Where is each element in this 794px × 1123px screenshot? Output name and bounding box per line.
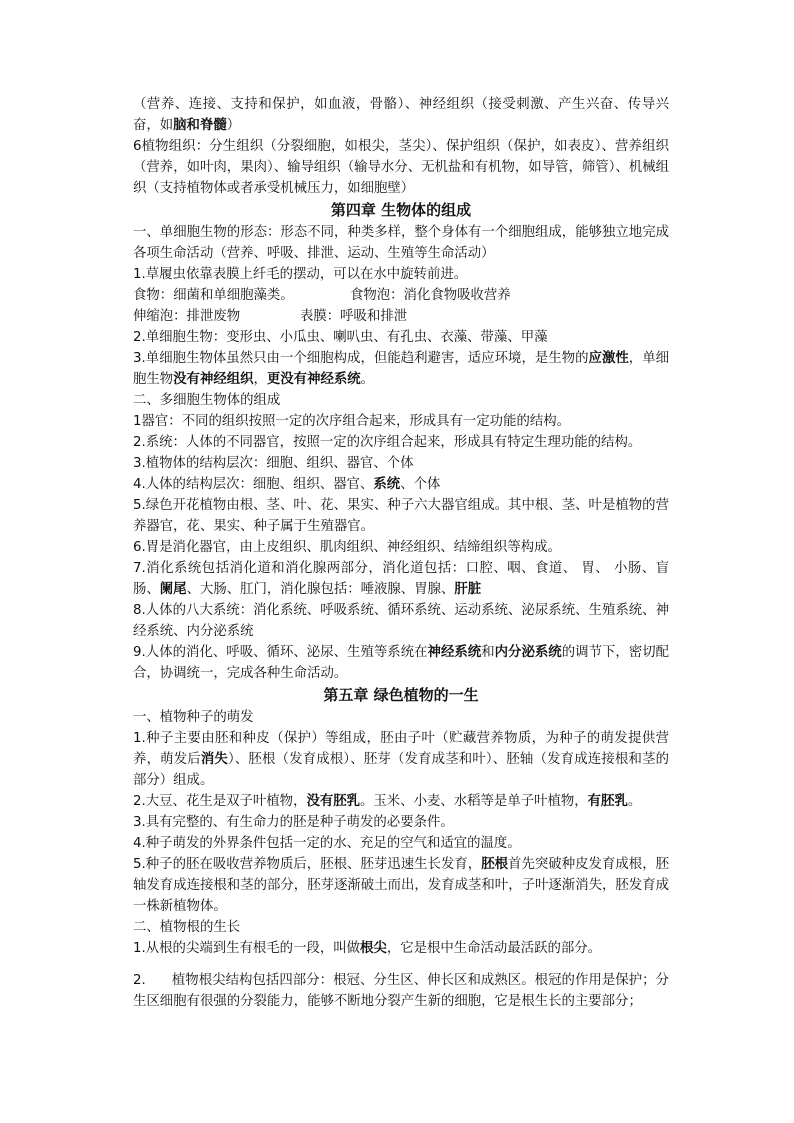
paragraph: 5.绿色开花植物由根、茎、叶、花、果实、种子六大器官组成。其中根、茎、叶是植物的营养器官，花、果实、种子属于生殖器官。	[133, 498, 669, 534]
section-heading: 一、单细胞生物的形态：形态不同，种类多样，整个身体有一个细胞组成，能够独立地完成各项生命活动（营养、呼吸、排泄、运动、生殖等生命活动）	[133, 225, 669, 261]
document-body	[133, 94, 669, 1012]
section-heading: 二、植物根的生长	[133, 920, 241, 935]
paragraph: 2. 植物根尖结构包括四部分：根冠、分生区、伸长区和成熟区。根冠的作用是保护；分生区细胞有很强的分裂能力，能够不断地分裂产生新的细胞，它是根生长的主要部分；	[133, 973, 669, 1009]
paragraph: 2.系统：人体的不同器官，按照一定的次序组合起来，形成具有特定生理功能的结构。	[133, 435, 642, 450]
paragraph: 伸缩泡：排泄废物 表膜：呼吸和排泄	[133, 309, 408, 324]
chapter-title: 第四章 生物体的组成	[330, 201, 472, 219]
paragraph: 4.人体的结构层次：细胞、组织、器官、系统、个体	[133, 477, 441, 492]
paragraph: 7.消化系统包括消化道和消化腺两部分，消化道包括：口腔、咽、食道、 胃、 小肠、盲肠、阑尾、大肠、肛门，消化腺包括：唾液腺、胃腺、肝脏	[133, 561, 669, 597]
paragraph: 3.具有完整的、有生命力的胚是种子萌发的必要条件。	[133, 815, 454, 830]
paragraph: 2.单细胞生物：变形虫、小瓜虫、喇叭虫、有孔虫、衣藻、带藻、甲藻	[133, 330, 548, 345]
paragraph: 1.草履虫依靠表膜上纤毛的摆动，可以在水中旋转前进。	[133, 267, 468, 282]
paragraph: 2.大豆、花生是双子叶植物，没有胚乳。玉米、小麦、水稻等是单子叶植物，有胚乳。	[133, 794, 642, 809]
spacer	[133, 959, 669, 970]
paragraph: 5.种子的胚在吸收营养物质后，胚根、胚芽迅速生长发育，胚根首先突破种皮发育成根，胚轴发育成连接根和茎的部分，胚芽逐渐破土而出，发育成茎和叶，子叶逐渐消失，胚发育成一株新植物体。	[133, 857, 670, 914]
paragraph: 9.人体的消化、呼吸、循环、泌尿、生殖等系统在神经系统和内分泌系统的调节下，密切配合，协调统一，完成各种生命活动。	[133, 645, 670, 681]
paragraph: 食物：细菌和单细胞藻类。 食物泡：消化食物吸收营养	[133, 288, 511, 303]
paragraph: 1.从根的尖端到生有根毛的一段，叫做根尖，它是根中生命活动最活跃的部分。	[133, 941, 602, 956]
paragraph: （营养、连接、支持和保护，如血液，骨骼）、神经组织（接受刺激、产生兴奋、传导兴奋，如脑和脊髓）	[133, 97, 669, 133]
paragraph: 6植物组织：分生组织（分裂细胞，如根尖，茎尖）、保护组织（保护，如表皮）、营养组织（营养，如叶肉，果肉）、输导组织（输导水分、无机盐和有机物，如导管，筛管）、机械组织（支持植物体或者承受机械压力，如细胞壁）	[133, 139, 669, 196]
paragraph: 6.胃是消化器官，由上皮组织、肌肉组织、神经组织、结缔组织等构成。	[133, 540, 561, 555]
chapter-title: 第五章 绿色植物的一生	[323, 686, 479, 704]
paragraph: 1器官：不同的组织按照一定的次序组合起来，形成具有一定功能的结构。	[133, 414, 571, 429]
paragraph: 4.种子萌发的外界条件包括一定的水、充足的空气和适宜的温度。	[133, 836, 521, 851]
paragraph: 3.单细胞生物体虽然只由一个细胞构成，但能趋利避害，适应环境，是生物的应激性，单细胞生物没有神经组织，更没有神经系统。	[133, 351, 670, 387]
paragraph: 1.种子主要由胚和种皮（保护）等组成，胚由子叶（贮藏营养物质，为种子的萌发提供营养，萌发后消失）、胚根（发育成根）、胚芽（发育成茎和叶）、胚轴（发育成连接根和茎的部分）组成。	[133, 731, 670, 788]
section-heading: 二、多细胞生物体的组成	[133, 393, 281, 408]
paragraph: 3.植物体的结构层次：细胞、组织、器官、个体	[133, 456, 414, 471]
section-heading: 一、植物种子的萌发	[133, 710, 254, 725]
paragraph: 8.人体的八大系统：消化系统、呼吸系统、循环系统、运动系统、泌尿系统、生殖系统、神经系统、内分泌系统	[133, 603, 669, 639]
